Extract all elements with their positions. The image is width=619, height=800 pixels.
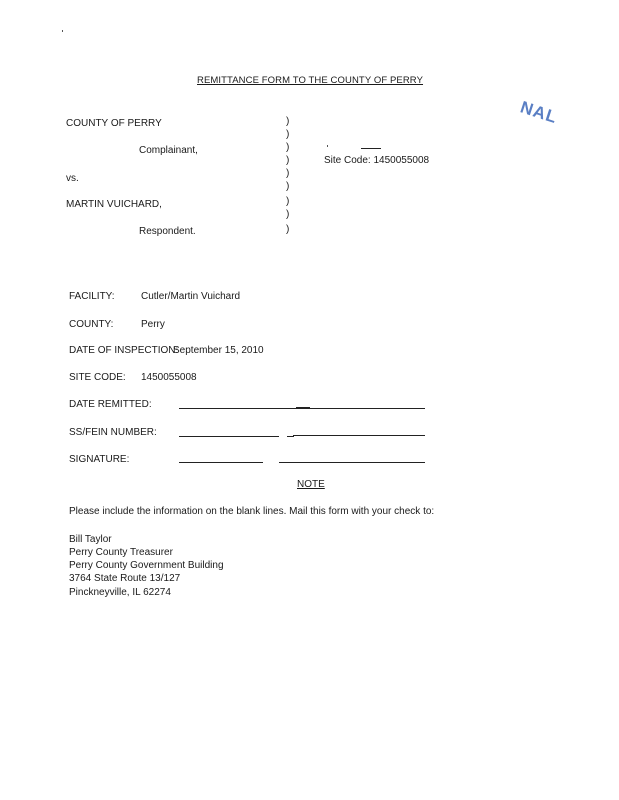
caption-paren: ) (286, 116, 290, 127)
caption-paren: ) (286, 129, 290, 140)
ss-fein-label: SS/FEIN NUMBER: (69, 427, 157, 438)
county-label: COUNTY: (69, 319, 114, 330)
caption-paren: ) (286, 181, 290, 192)
site-code-value: 1450055008 (141, 372, 197, 383)
scan-speck (62, 30, 63, 32)
caption-site-code: Site Code: 1450055008 (324, 155, 430, 166)
signature-label: SIGNATURE: (69, 454, 130, 465)
respondent-role: Respondent. (139, 226, 196, 237)
form-title: REMITTANCE FORM TO THE COUNTY OF PERRY (197, 75, 424, 86)
caption-paren: ) (286, 209, 290, 220)
date-remitted-blank-line[interactable] (179, 408, 425, 409)
caption-paren: ) (286, 196, 290, 207)
address-city: Pinckneyville, IL 62274 (69, 587, 171, 598)
complainant-role: Complainant, (139, 145, 198, 156)
original-stamp: NAL (518, 97, 561, 128)
county-value: Perry (141, 319, 165, 330)
case-number-mark (327, 145, 328, 147)
address-building: Perry County Government Building (69, 560, 224, 571)
date-remitted-mark (296, 407, 310, 408)
caption-paren: ) (286, 168, 290, 179)
ss-fein-mark (287, 436, 294, 437)
versus-label: vs. (66, 173, 79, 184)
address-street: 3764 State Route 13/127 (69, 573, 181, 584)
signature-blank-line-1[interactable] (179, 462, 263, 463)
caption-paren: ) (286, 142, 290, 153)
address-name: Bill Taylor (69, 534, 112, 545)
caption-paren: ) (286, 224, 290, 235)
address-title: Perry County Treasurer (69, 547, 173, 558)
respondent-name: MARTIN VUICHARD, (66, 199, 162, 210)
site-code-label: SITE CODE: (69, 372, 126, 383)
inspection-date-value: September 15, 2010 (173, 345, 264, 356)
facility-label: FACILITY: (69, 291, 115, 302)
complainant-name: COUNTY OF PERRY (66, 118, 162, 129)
note-heading: NOTE (297, 479, 325, 490)
inspection-date-label: DATE OF INSPECTION: (69, 345, 179, 356)
note-instructions: Please include the information on the blank lines. Mail this form with your check to: (69, 506, 435, 517)
case-number-blank-line (361, 148, 381, 149)
facility-value: Cutler/Martin Vuichard (141, 291, 241, 302)
signature-blank-line-2[interactable] (279, 462, 425, 463)
ss-fein-blank-line-1[interactable] (179, 436, 279, 437)
ss-fein-blank-line-2[interactable] (293, 435, 425, 436)
caption-paren: ) (286, 155, 290, 166)
date-remitted-label: DATE REMITTED: (69, 399, 152, 410)
